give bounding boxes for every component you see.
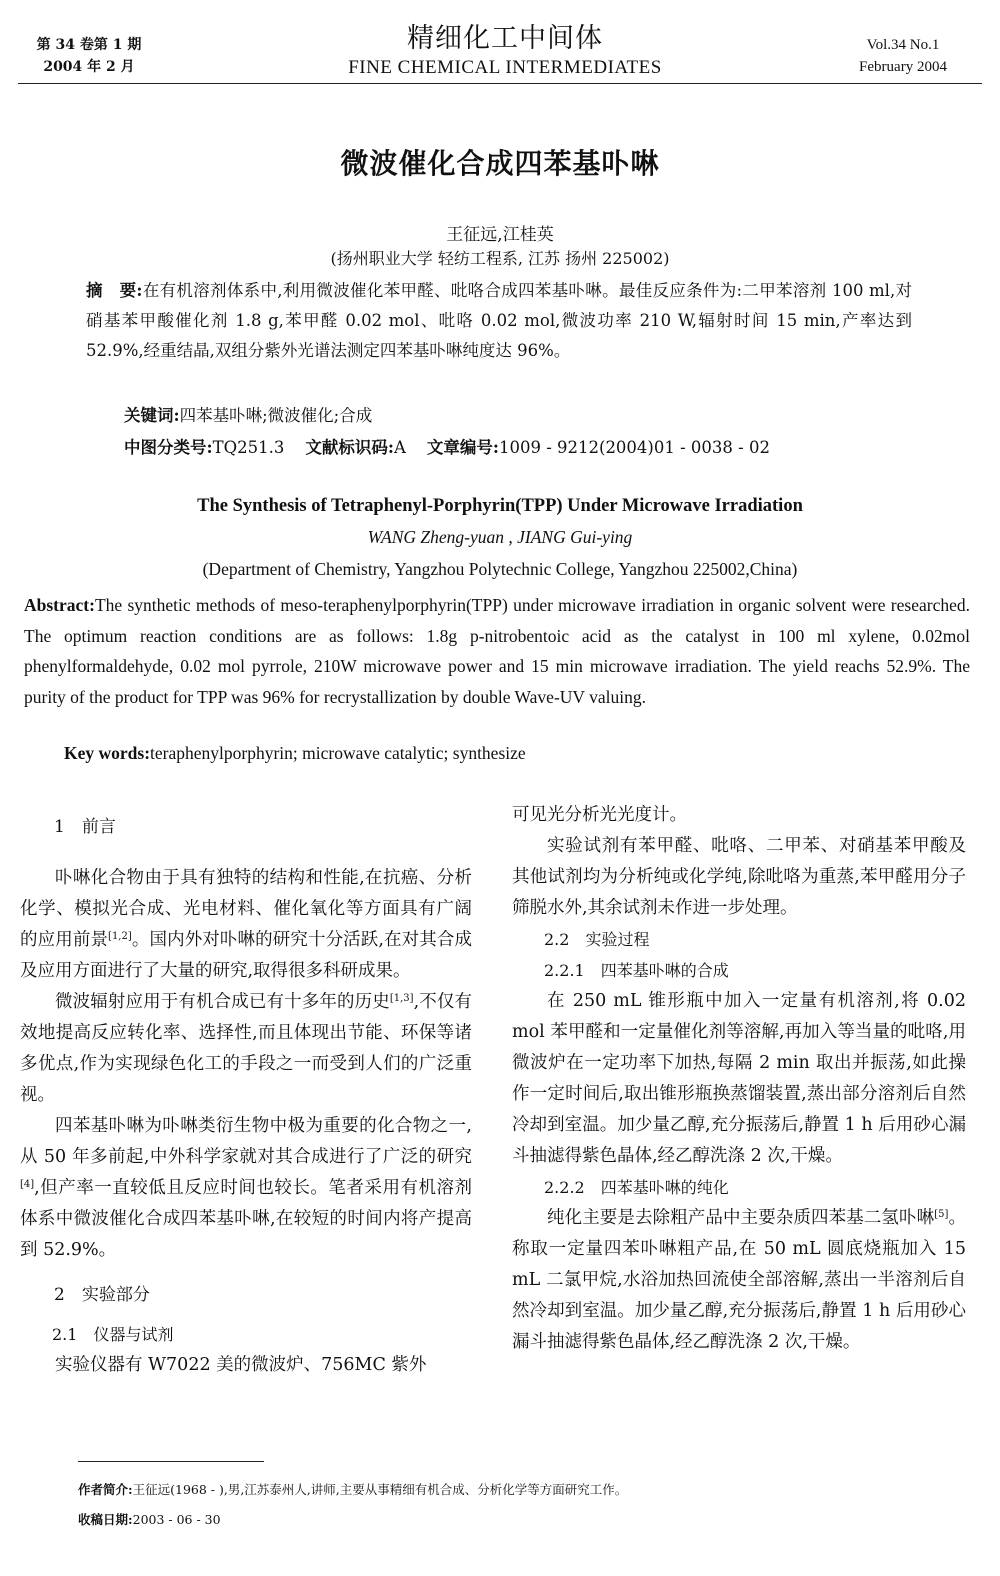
keywords-cn-label: 关键词: <box>124 406 180 425</box>
paragraph <box>20 987 472 1111</box>
clc-value: TQ251.3 <box>212 438 285 457</box>
paragraph-text: 微波辐射应用于有机合成已有十多年的历史 <box>55 992 390 1012</box>
journal-name-en: FINE CHEMICAL INTERMEDIATES <box>348 57 662 78</box>
citation-ref: [1,2] <box>108 931 132 942</box>
paper-title-cn: 微波催化合成四苯基卟啉 <box>340 147 660 180</box>
section-heading-2: 2 实验部分 <box>54 1285 150 1305</box>
paragraph: 实验仪器有 W7022 美的微波炉、756MC 紫外 <box>55 1355 427 1375</box>
abstract-cn-label: 摘 要: <box>86 281 143 300</box>
date-cn: 2004 年 2 月 <box>43 59 135 75</box>
footnote-author-label: 作者简介: <box>78 1482 133 1497</box>
section-heading-1: 1 前言 <box>54 817 116 837</box>
volume-issue-en: Vol.34 No.1 <box>866 37 940 53</box>
paragraph-text: ,不仅有效地提高反应转化率、选择性,而且体现出节能、环保等诸多优点,作为实现绿色化工的手段之一而受到人们的广泛重视。 <box>20 992 472 1105</box>
affiliation-en: (Department of Chemistry, Yangzhou Polytechnic College, Yangzhou 225002,China) <box>202 559 798 579</box>
abstract-cn-text: 在有机溶剂体系中,利用微波催化苯甲醛、吡咯合成四苯基卟啉。最佳反应条件为:二甲苯溶剂 100 ml,对硝基苯甲酸催化剂 1.8 g,苯甲醛 0.02 mol、吡咯 0.02 mol,微波功率 210 W,辐射时间 15 min,产率达到 52.9%,经重结晶,双组分紫外光谱法测定四苯基卟啉纯度达 96%。 <box>86 281 912 360</box>
paragraph: 实验试剂有苯甲醛、吡咯、二甲苯、对硝基苯甲酸及其他试剂均为分析纯或化学纯,除吡咯为重蒸,苯甲醛用分子筛脱水外,其余试剂未作进一步处理。 <box>512 836 966 918</box>
paragraph: 在 250 mL 锥形瓶中加入一定量有机溶剂,将 0.02 mol 苯甲醛和一定量催化剂等溶解,再加入等当量的吡咯,用微波炉在一定功率下加热,每隔 2 min 取出并振荡,如此操作一定时间后,取出锥形瓶换蒸馏装置,蒸出部分溶剂后自然冷却到室温。加少量乙醇,充分振荡后,静置 1 h 后用砂心漏斗抽滤得紫色晶体,经乙醇洗涤 2 次,干燥。 <box>512 991 966 1166</box>
paragraph <box>20 1111 472 1266</box>
footnote-date-text: 2003 - 06 - 30 <box>132 1512 221 1527</box>
section-heading-2-2: 2.2 实验过程 <box>544 930 650 949</box>
authors-cn: 王征远,江桂英 <box>446 225 554 245</box>
paragraph-text: ,但产率一直较低且反应时间也较长。笔者采用有机溶剂体系中微波催化合成四苯基卟啉,在较短的时间内将产提高到 52.9%。 <box>20 1178 472 1260</box>
section-heading-2-2-2: 2.2.2 四苯基卟啉的纯化 <box>544 1178 729 1197</box>
citation-ref: [4] <box>20 1179 35 1190</box>
doc-code-label: 文献标识码: <box>305 438 394 457</box>
footnote-author <box>78 1480 627 1498</box>
abstract-en <box>24 590 970 712</box>
section-heading-2-2-1: 2.2.1 四苯基卟啉的合成 <box>544 961 729 980</box>
paragraph-text: 卟啉化合物由于具有独特的结构和性能,在抗癌、分析化学、模拟光合成、光电材料、催化氧化等方面具有广阔的应用前景 <box>20 868 472 950</box>
keywords-cn <box>124 402 372 426</box>
section-heading-2-1: 2.1 仪器与试剂 <box>52 1325 174 1344</box>
keywords-en <box>64 743 526 764</box>
citation-ref: [1,3] <box>389 993 414 1004</box>
paragraph-text: 纯化主要是去除粗产品中主要杂质四苯基二氢卟啉 <box>547 1208 935 1228</box>
footnote-received-date <box>78 1510 221 1528</box>
header-rule <box>18 83 982 84</box>
footnote-date-label: 收稿日期: <box>78 1512 133 1527</box>
issue-info <box>24 34 154 78</box>
footnote-rule <box>78 1461 264 1462</box>
article-no-label: 文章编号: <box>426 438 499 457</box>
paragraph: 可见光分析光光度计。 <box>512 805 687 825</box>
authors-en: WANG Zheng-yuan , JIANG Gui-ying <box>367 527 633 547</box>
doc-code-value: A <box>393 438 406 457</box>
article-no-value: 1009 - 9212(2004)01 - 0038 - 02 <box>498 438 770 457</box>
paragraph <box>20 863 472 987</box>
paper-title-en: The Synthesis of Tetraphenyl-Porphyrin(TPP) Under Microwave Irradiation <box>197 496 803 516</box>
clc-label: 中图分类号: <box>124 438 213 457</box>
paragraph-text: 四苯基卟啉为卟啉类衍生物中极为重要的化合物之一,从 50 年多前起,中外科学家就对其合成进行了广泛的研究 <box>20 1116 472 1167</box>
date-en: February 2004 <box>859 59 947 75</box>
keywords-en-text: teraphenylporphyrin; microwave catalytic; synthesize <box>150 743 526 763</box>
body-column-right <box>512 800 966 1358</box>
abstract-cn <box>86 276 912 366</box>
keywords-cn-text: 四苯基卟啉;微波催化;合成 <box>179 406 373 425</box>
affiliation-cn: (扬州职业大学 轻纺工程系, 江苏 扬州 225002) <box>330 249 670 268</box>
citation-ref: [5] <box>934 1209 949 1220</box>
body-column-left <box>20 812 472 1381</box>
paragraph-text: 。国内外对卟啉的研究十分活跃,在对其合成及应用方面进行了大量的研究,取得很多科研成果。 <box>20 930 473 981</box>
paragraph-text: 。称取一定量四苯卟啉粗产品,在 50 mL 圆底烧瓶加入 15 mL 二氯甲烷,水浴加热回流使全部溶解,蒸出一半溶剂后自然冷却到室温。加少量乙醇,充分振荡后,静置 1 h 后用砂心漏斗抽滤得紫色晶体,经乙醇洗涤 2 次,干燥。 <box>512 1208 967 1352</box>
issue-info-en <box>838 34 968 78</box>
paragraph <box>512 1203 966 1358</box>
classification-line <box>124 434 770 458</box>
keywords-en-label: Key words: <box>64 743 151 763</box>
abstract-en-text: The synthetic methods of meso-teraphenylporphyrin(TPP) under microwave irradiation in organic solvent were researched. The optimum reaction conditions are as follows: 1.8g p-nitrobentoic acid as the catalyst in 100 ml xylene, 0.02mol phenylformaldehyde, 0.02 mol pyrrole, 210W microwave power and 15 min microwave irradiation. The yield reachs 52.9%. The purity of the product for TPP was 96% for recrystallization by double Wave-UV valuing. <box>24 595 970 707</box>
volume-issue-cn: 第 34 卷第 1 期 <box>36 37 142 53</box>
journal-name <box>260 22 750 80</box>
footnote-author-text: 王征远(1968 - ),男,江苏泰州人,讲师,主要从事精细有机合成、分析化学等方面研究工作。 <box>132 1482 628 1497</box>
journal-name-cn: 精细化工中间体 <box>407 23 603 54</box>
abstract-en-label: Abstract: <box>24 595 95 615</box>
